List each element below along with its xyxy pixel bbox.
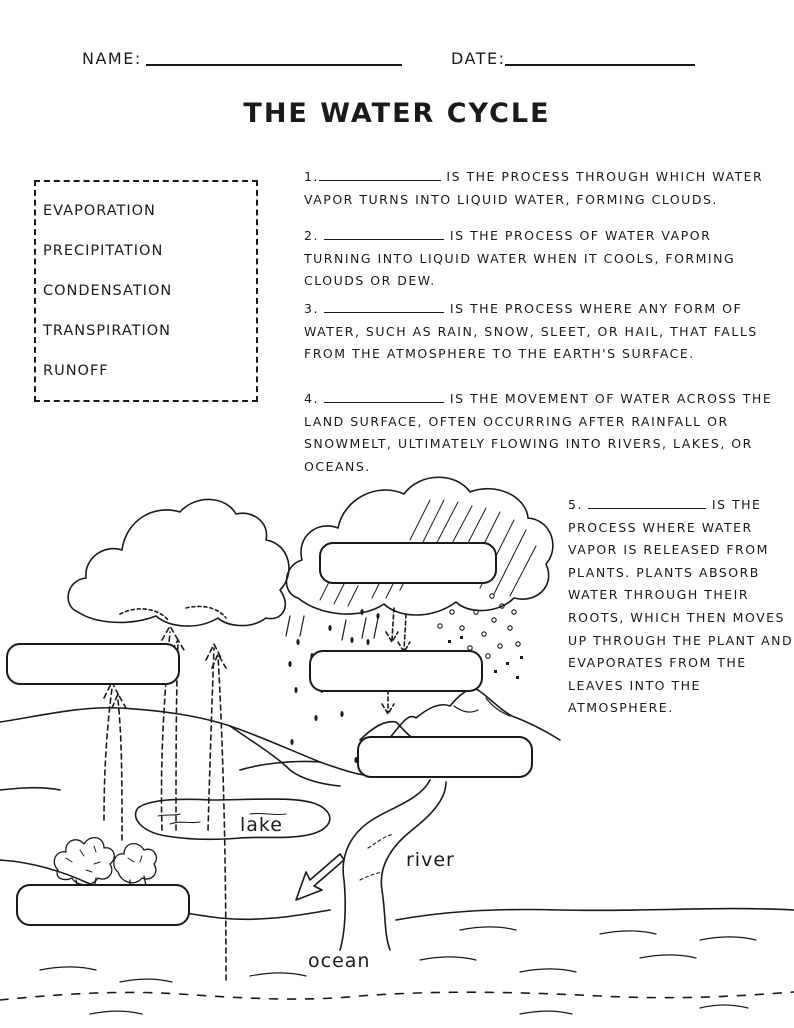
mountain-icon bbox=[388, 689, 560, 740]
diagram-answer-box-precipitation[interactable] bbox=[309, 650, 483, 692]
word-bank-item: EVAPORATION bbox=[43, 203, 156, 219]
name-field[interactable] bbox=[146, 64, 402, 66]
question-2 bbox=[304, 225, 735, 293]
question-3 bbox=[304, 298, 758, 366]
question-text: IS THE PROCESS OF WATER VAPOR bbox=[449, 228, 712, 243]
bush-icon bbox=[54, 838, 156, 888]
arrow-down-icon bbox=[382, 690, 394, 714]
question-text: PLANTS. PLANTS ABSORB bbox=[568, 564, 760, 580]
question-number: 1. bbox=[304, 169, 319, 184]
question-text: EVAPORATES FROM THE bbox=[568, 655, 747, 671]
question-1 bbox=[304, 166, 763, 211]
question-text: TURNING INTO LIQUID WATER WHEN IT COOLS, FORMING bbox=[304, 250, 736, 266]
diagram-answer-box-condensation[interactable] bbox=[319, 542, 497, 584]
diagram-answer-box-runoff[interactable] bbox=[357, 736, 533, 778]
answer-blank[interactable] bbox=[324, 390, 444, 403]
name-label: NAME: bbox=[82, 49, 142, 68]
question-text: SNOWMELT, ULTIMATELY FLOWING INTO RIVERS, LAKES, OR bbox=[304, 436, 753, 452]
question-number: 4. bbox=[304, 391, 319, 406]
runoff-arrow-icon bbox=[296, 854, 344, 900]
question-text: WATER, SUCH AS RAIN, SNOW, SLEET, OR HAIL, THAT FALLS bbox=[304, 323, 758, 339]
question-text: VAPOR IS RELEASED FROM bbox=[568, 542, 769, 558]
diagram-answer-box-transpiration[interactable] bbox=[16, 884, 190, 926]
question-number: 2. bbox=[304, 228, 319, 243]
diagram-answer-box-evaporation[interactable] bbox=[6, 643, 180, 685]
question-text: OCEANS. bbox=[304, 458, 371, 474]
question-number: 5. bbox=[568, 497, 583, 512]
transpiration-arrow-icon bbox=[112, 694, 126, 840]
word-bank-item: RUNOFF bbox=[43, 363, 109, 379]
ocean-icon bbox=[0, 992, 794, 1000]
question-text: IS THE PROCESS THROUGH WHICH WATER bbox=[446, 169, 764, 184]
word-bank-item: PRECIPITATION bbox=[43, 243, 164, 259]
river-label: river bbox=[406, 849, 455, 871]
cloud-icon bbox=[68, 499, 289, 626]
rain-streaks bbox=[286, 616, 378, 640]
word-bank-item: TRANSPIRATION bbox=[43, 323, 172, 339]
question-text: VAPOR TURNS INTO LIQUID WATER, FORMING CLOUDS. bbox=[304, 191, 718, 207]
question-text: FROM THE ATMOSPHERE TO THE EARTH'S SURFACE. bbox=[304, 346, 695, 362]
lake-icon bbox=[136, 799, 330, 839]
answer-blank[interactable] bbox=[324, 227, 444, 240]
answer-blank[interactable] bbox=[324, 300, 444, 313]
arrow-down-icon bbox=[386, 608, 398, 642]
question-text: CLOUDS OR DEW. bbox=[304, 273, 436, 289]
question-text: PROCESS WHERE WATER bbox=[568, 519, 753, 535]
question-text: IS THE bbox=[711, 497, 762, 512]
answer-blank[interactable] bbox=[319, 168, 441, 181]
question-text: ROOTS, WHICH THEN MOVES bbox=[568, 609, 785, 625]
question-text: UP THROUGH THE PLANT AND bbox=[568, 632, 794, 648]
ocean-label: ocean bbox=[308, 950, 371, 972]
question-text: IS THE MOVEMENT OF WATER ACROSS THE bbox=[449, 391, 773, 406]
word-bank-item: CONDENSATION bbox=[43, 283, 173, 299]
question-text: LAND SURFACE, OFTEN OCCURRING AFTER RAINFALL OR bbox=[304, 413, 729, 429]
question-text: LEAVES INTO THE bbox=[568, 677, 701, 693]
lake-label: lake bbox=[240, 814, 283, 836]
hill-line bbox=[0, 708, 388, 777]
question-text: IS THE PROCESS WHERE ANY FORM OF bbox=[449, 301, 743, 316]
date-field[interactable] bbox=[505, 64, 695, 66]
arrow-down-icon bbox=[398, 614, 410, 652]
question-text: ATMOSPHERE. bbox=[568, 700, 674, 716]
word-bank bbox=[34, 180, 258, 402]
question-number: 3. bbox=[304, 301, 319, 316]
date-label: DATE: bbox=[451, 49, 506, 68]
evaporation-arrow-icon bbox=[212, 654, 226, 980]
page-title: THE WATER CYCLE bbox=[243, 98, 551, 129]
question-text: WATER THROUGH THEIR bbox=[568, 587, 750, 603]
